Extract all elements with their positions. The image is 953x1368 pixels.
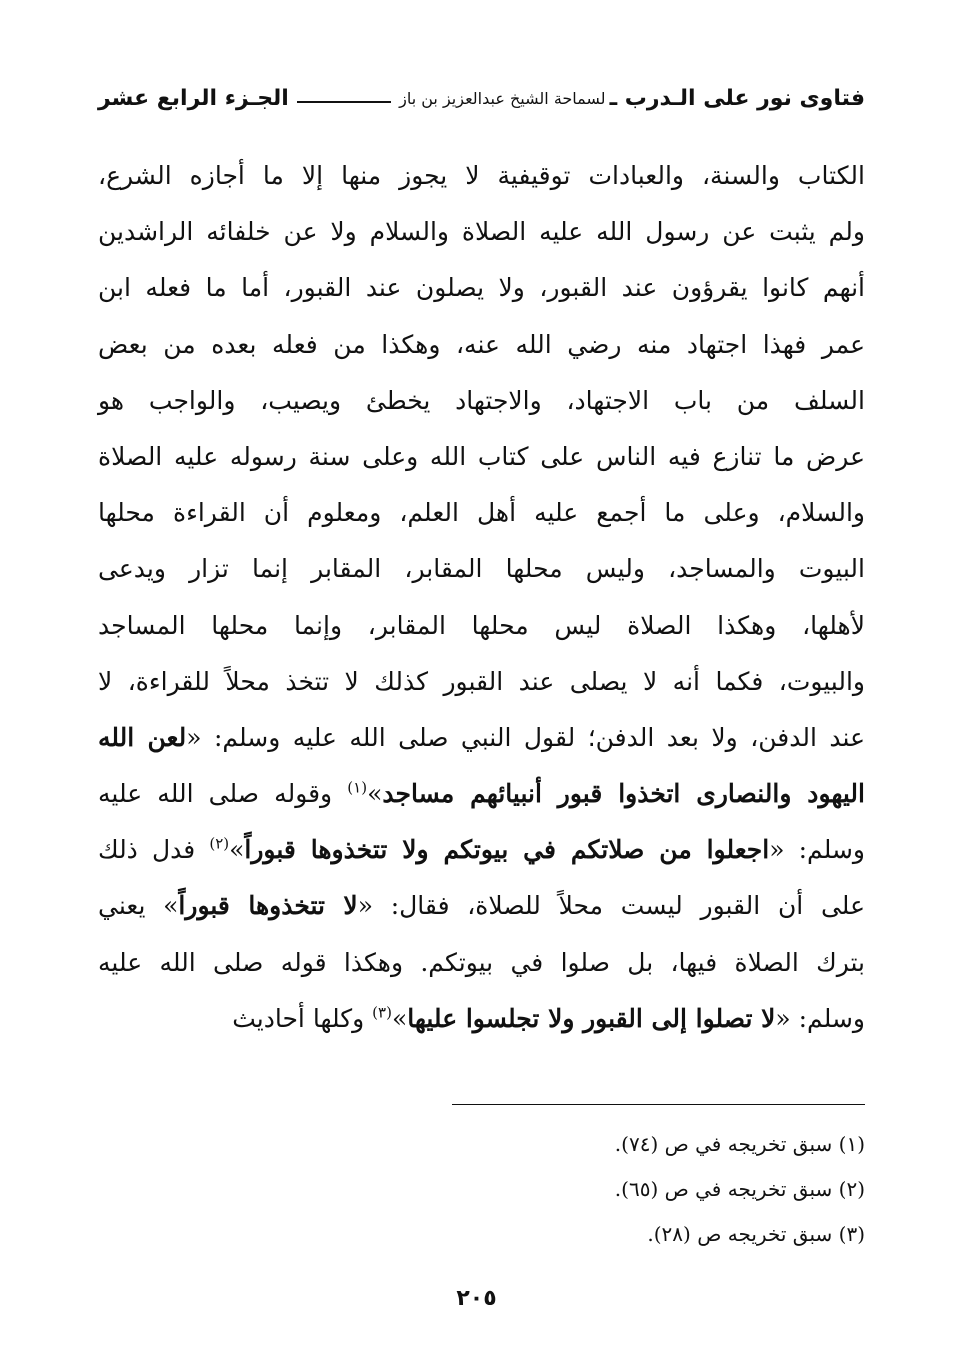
text-segment: » [391, 1003, 408, 1033]
header-divider [297, 101, 391, 103]
text-segment: عمر فهذا اجتهاد منه رضي الله عنه، وهكذا من فعله بعده من بعض [98, 329, 865, 359]
body-line [98, 991, 865, 1047]
footnote-ref: (٣) [372, 1003, 392, 1022]
text-segment: والبيوت، فكما أنه لا يصلى عند القبور كذلك لا تتخذ محلاً للقراءة، لا [98, 666, 865, 696]
body-line [98, 541, 865, 597]
body-line [98, 878, 865, 934]
footnote-ref: (١) [347, 778, 368, 797]
text-segment: وسلم: « [769, 835, 865, 865]
hadith-quote: لا تتخذوها قبوراً [178, 891, 358, 921]
text-segment: البيوت والمساجد، وليس محلها المقابر، المقابر إنما تزار ويدعى [98, 554, 865, 584]
body-line [98, 710, 865, 766]
text-segment: أنهم كانوا يقرؤون عند القبور، ولا يصلون عند القبور، أما ما فعله ابن [98, 273, 865, 303]
book-title: فتاوى نور على الـدرب ـ [609, 85, 865, 111]
body-line [98, 373, 865, 429]
footnote-divider [452, 1104, 865, 1105]
footnote-ref: (٢) [209, 834, 230, 853]
text-segment: على أن القبور ليست محلاً للصلاة، فقال: « [357, 891, 866, 921]
hadith-quote: لا تصلوا إلى القبور ولا تجلسوا عليها [407, 1003, 776, 1033]
text-segment: الكتاب والسنة، والعبادات توقيفية لا يجوز منها إلا ما أجازه الشرع، [98, 161, 865, 190]
text-segment: بترك الصلاة فيها، بل صلوا في بيوتكم. وهكذا قوله صلى الله عليه [98, 947, 865, 977]
body-line [98, 204, 865, 260]
text-segment: والسلام، وعلى ما أجمع عليه أهل العلم، ومعلوم أن القراءة محلها [98, 498, 865, 528]
body-line [98, 485, 865, 541]
hadith-quote: اليهود والنصارى اتخذوا قبور أنبيائهم مساجد [382, 779, 865, 809]
text-segment: وسلم: « [775, 1003, 865, 1033]
body-line [98, 766, 865, 822]
text-segment: » [229, 835, 245, 865]
footnotes [365, 1122, 865, 1257]
body-text [98, 148, 865, 1047]
body-line [98, 148, 865, 204]
footnote-item: (١) سبق تخريجه في ص (٧٤). [614, 1132, 865, 1156]
page-number: ٢٠٥ [456, 1286, 497, 1311]
text-segment: » [367, 779, 383, 809]
body-line [98, 429, 865, 485]
header-title-group [399, 86, 865, 111]
text-segment: وقوله صلى الله عليه [98, 779, 348, 809]
running-header [98, 80, 865, 116]
hadith-quote: اجعلوا من صلاتكم في بيوتكم ولا تتخذوها قبوراً [244, 835, 770, 865]
text-segment: وكلها أحاديث [232, 1003, 373, 1033]
text-segment: لأهلها، وهكذا الصلاة ليس محلها المقابر، وإنما محلها المساجد [98, 610, 865, 640]
body-line [98, 598, 865, 654]
volume-label: الجـزء الرابع عشر [98, 85, 289, 111]
text-segment: عرض ما تنازع فيه الناس على كتاب الله وعلى سنة رسوله عليه الصلاة [98, 441, 865, 471]
footnote-item: (٣) سبق تخريجه ص (٢٨). [647, 1222, 865, 1246]
body-line [98, 654, 865, 710]
body-line [98, 260, 865, 316]
hadith-quote: لعن الله [98, 722, 187, 752]
body-line [98, 317, 865, 373]
text-segment: ولم يثبت عن رسول الله عليه الصلاة والسلام ولا عن خلفائه الراشدين [98, 217, 865, 247]
body-line [98, 822, 865, 878]
body-line [98, 935, 865, 991]
author-name: لسماحة الشيخ عبدالعزيز بن باز [399, 88, 606, 108]
text-segment: فدل ذلك [98, 835, 210, 865]
footnote-item: (٢) سبق تخريجه في ص (٦٥). [614, 1177, 865, 1201]
text-segment: عند الدفن، ولا بعد الدفن؛ لقول النبي صلى الله عليه وسلم: « [186, 722, 866, 752]
text-segment: » يعني [98, 891, 179, 921]
text-segment: السلف من باب الاجتهاد، والاجتهاد يخطئ ويصيب، والواجب هو [98, 385, 865, 415]
